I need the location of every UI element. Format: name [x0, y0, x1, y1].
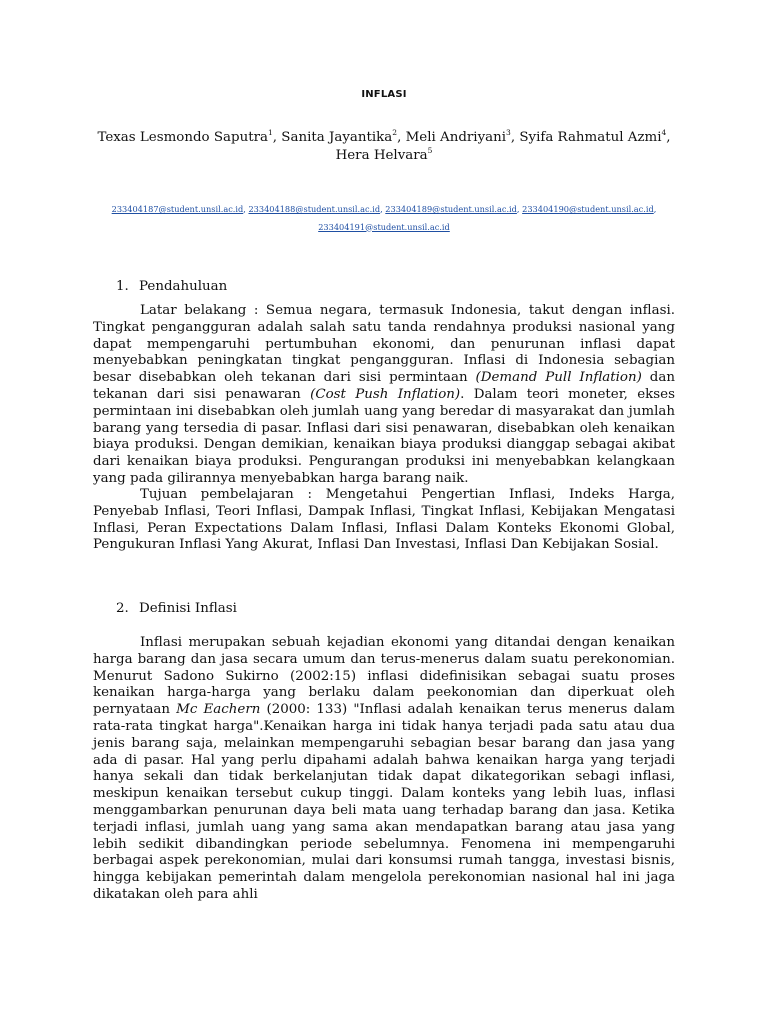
section-number: 1. — [116, 279, 129, 294]
author-mark: 2 — [392, 128, 398, 137]
document-title: INFLASI — [361, 89, 407, 100]
author-email-list: 233404187@student.unsil.ac.id, 233404188@student.unsil.ac.id, 233404189@student.unsil.ac.id, 233404190@student.unsil.ac.id, 233404191@student.unsil.ac.id — [111, 204, 657, 232]
paragraph-tujuan-pembelajaran — [93, 487, 675, 554]
author-mark: 5 — [427, 146, 433, 155]
author-mark: 3 — [506, 128, 511, 137]
italic-term: Mc Eachern — [176, 702, 261, 718]
email-link[interactable]: 233404189@student.unsil.ac.id — [385, 204, 517, 214]
paragraph-latar-belakang — [93, 303, 675, 488]
author-list: Texas Lesmondo Saputra$^1$, Sanita Jayantika$^2$, Meli Andriyani$^3$, Syifa Rahmatul Azmi$^4$, Hera Helvara$^5$ — [97, 128, 671, 163]
section-heading-text: Pendahuluan — [139, 279, 228, 294]
italic-term: (Demand Pull Inflation) — [475, 370, 642, 386]
text-run: dan tekanan dari sisi penawaran — [93, 370, 675, 402]
email-link[interactable]: 233404187@student.unsil.ac.id — [111, 204, 244, 214]
email-link[interactable]: 233404191@student.unsil.ac.id — [318, 221, 450, 232]
italic-term: (Cost Push Inflation) — [310, 386, 461, 402]
section-number: 2. — [116, 601, 129, 616]
text-run: Tujuan pembelajaran : Mengetahui Pengertian Inflasi, Indeks Harga, Penyebab Inflasi, Teori Inflasi, Dampak Inflasi, Tingkat Inflasi, Kebijakan Mengatasi Inflasi, Peran Expectations Dalam Inflasi, Inflasi Dalam Konteks Ekonomi Global, Pengukuran Inflasi Yang Akurat, Inflasi Dan Investasi, Inflasi Dan Kebijakan Sosial. — [93, 487, 675, 553]
email-link[interactable]: 233404190@student.unsil.ac.id — [522, 204, 654, 214]
author-name: Sanita Jayantika — [281, 130, 393, 145]
paragraph-definisi-inflasi — [93, 635, 675, 904]
author-mark: 4 — [661, 128, 667, 137]
text-run: Inflasi merupakan sebuah kejadian ekonomi yang ditandai dengan kenaikan harga barang dan jasa secara umum dan terus-menerus dalam suatu perekonomian. Menurut Sadono Sukirno (2002:15) inflasi didefinisikan sebagai suatu proses kenaikan harga-harga yang berlaku dalam peekonomian dan diperkuat oleh pernyataan — [93, 635, 675, 718]
author-name: Texas Lesmondo Saputra — [97, 130, 268, 145]
section-heading-pendahuluan — [116, 278, 227, 296]
author-name: Syifa Rahmatul Azmi — [519, 130, 662, 145]
text-run: . Dalam teori moneter, ekses permintaan ini disebabkan oleh jumlah uang yang beredar di masyarakat dan jumlah barang yang tersedia di pasar. Inflasi dari sisi penawaran, disebabkan oleh kenaikan biaya produksi. Dengan demikian, kenaikan biaya produksi dianggap sebagai akibat dari kenaikan biaya produksi. Pengurangan produksi ini menyebabkan kelangkaan yang pada gilirannya menyebabkan harga barang naik. — [93, 386, 675, 486]
email-link[interactable]: 233404188@student.unsil.ac.id — [248, 204, 381, 214]
section-heading-definisi-inflasi — [116, 600, 237, 618]
section-heading-text: Definisi Inflasi — [139, 601, 237, 616]
author-mark: 1 — [268, 128, 273, 137]
text-run: (2000: 133) "Inflasi adalah kenaikan terus menerus dalam rata-rata tingkat harga".Kenaikan harga ini tidak hanya terjadi pada satu atau dua jenis barang saja, melainkan mempengaruhi sebagian besar barang dan jasa yang ada di pasar. Hal yang perlu dipahami adalah bahwa kenaikan harga yang terjadi hanya sekali dan tidak berkelanjutan tidak dapat dikategorikan sebagi inflasi, meskipun kenaikan tersebut cukup tinggi. Dalam konteks yang lebih luas, inflasi menggambarkan penurunan daya beli mata uang terhadap barang dan jasa. Ketika terjadi inflasi, jumlah uang yang sama akan mendapatkan barang atau jasa yang lebih sedikit dibandingkan periode sebelumnya. Fenomena ini mempengaruhi berbagai aspek perekonomian, mulai dari konsumsi rumah tangga, investasi bisnis, hingga kebijakan pemerintah dalam mengelola perekonomian nasional hal ini jaga dikatakan oleh para ahli — [93, 702, 675, 902]
text-run: Latar belakang : Semua negara, termasuk Indonesia, takut dengan inflasi. Tingkat pengangguran adalah salah satu tanda rendahnya produksi nasional yang dapat mempengaruhi pertumbuhan ekonomi, dan penurunan inflasi dapat menyebabkan peningkatan tingkat pengangguran. Inflasi di Indonesia sebagian besar disebabkan oleh tekanan dari sisi permintaan — [93, 303, 675, 386]
author-name: Meli Andriyani — [405, 130, 507, 145]
author-name: Hera Helvara — [335, 148, 428, 163]
